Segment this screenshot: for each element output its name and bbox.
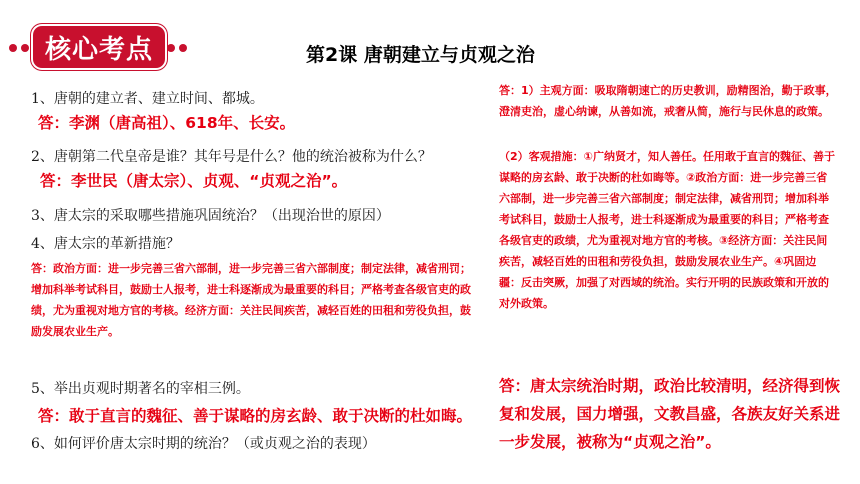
answer-6: 答：唐太宗统治时期，政治比较清明，经济得到恢复和发展，国力增强，文教昌盛，各族友好关系进一步发展，被称为“贞观之治”。 [499,377,841,451]
badge-dot [179,44,187,52]
answer-3-objective: （2）客观措施：①广纳贤才，知人善任。任用敢于直言的魏征、善于谋略的房玄龄、敢于决断的杜如晦等。②政治方面：进一步完善三省六部制，进一步完善三省六部制度；制定法律，减省刑罚；增加科举考试科目，鼓励士人报考，进士科逐渐成为最重要的科目；严格考查各级官吏的政绩，尤为重视对地方官的考核。③经济方面：关注民间疾苦，减轻百姓的田租和劳役负担，鼓励发展农业生产。④巩固边疆：反击突厥，加强了对西域的统治。实行开明的民族政策和开放的对外政策。 [499,150,835,310]
badge-label: 核心考点 [44,34,153,65]
question-3: 3、唐太宗的采取哪些措施巩固统治？（出现治世的原因） [31,208,390,224]
badge-dot [167,44,175,52]
question-1: 1、唐朝的建立者、建立时间、都城。 [31,91,264,107]
badge-pill [33,26,165,68]
question-2: 2、唐朝第二代皇帝是谁？其年号是什么？他的统治被称为什么？ [31,149,432,165]
core-points-badge [9,26,187,70]
answer-3-subjective: 答：1）主观方面：吸取隋朝速亡的历史教训，励精图治，勤于政事，澄清吏治，虚心纳谏，从善如流，戒奢从简，施行与民休息的政策。 [499,84,837,118]
badge-dots-left [9,44,29,54]
answer-5: 答：敢于直言的魏征、善于谋略的房玄龄、敢于决断的杜如晦。 [38,407,473,425]
badge-dot [21,44,29,52]
question-4: 4、唐太宗的革新措施？ [31,236,180,252]
badge-dot [9,44,17,52]
badge-dots-right [167,44,187,54]
answer-2: 答：李世民（唐太宗）、贞观、“贞观之治”。 [40,172,348,190]
lesson-title: 第2课 唐朝建立与贞观之治 [306,44,535,66]
question-6: 6、如何评价唐太宗时期的统治？（或贞观之治的表现） [31,436,376,452]
answer-1: 答：李渊（唐高祖）、618年、长安。 [38,114,296,132]
answer-4: 答：政治方面：进一步完善三省六部制，进一步完善三省六部制度；制定法律，减省刑罚；增加科举考试科目，鼓励士人报考，进士科逐渐成为最重要的科目；严格考查各级官吏的政绩，尤为重视对地方官的考核。经济方面：关注民间疾苦，减轻百姓的田租和劳役负担，鼓励发展农业生产。 [31,262,471,338]
question-5: 5、举出贞观时期著名的宰相三例。 [31,381,250,397]
